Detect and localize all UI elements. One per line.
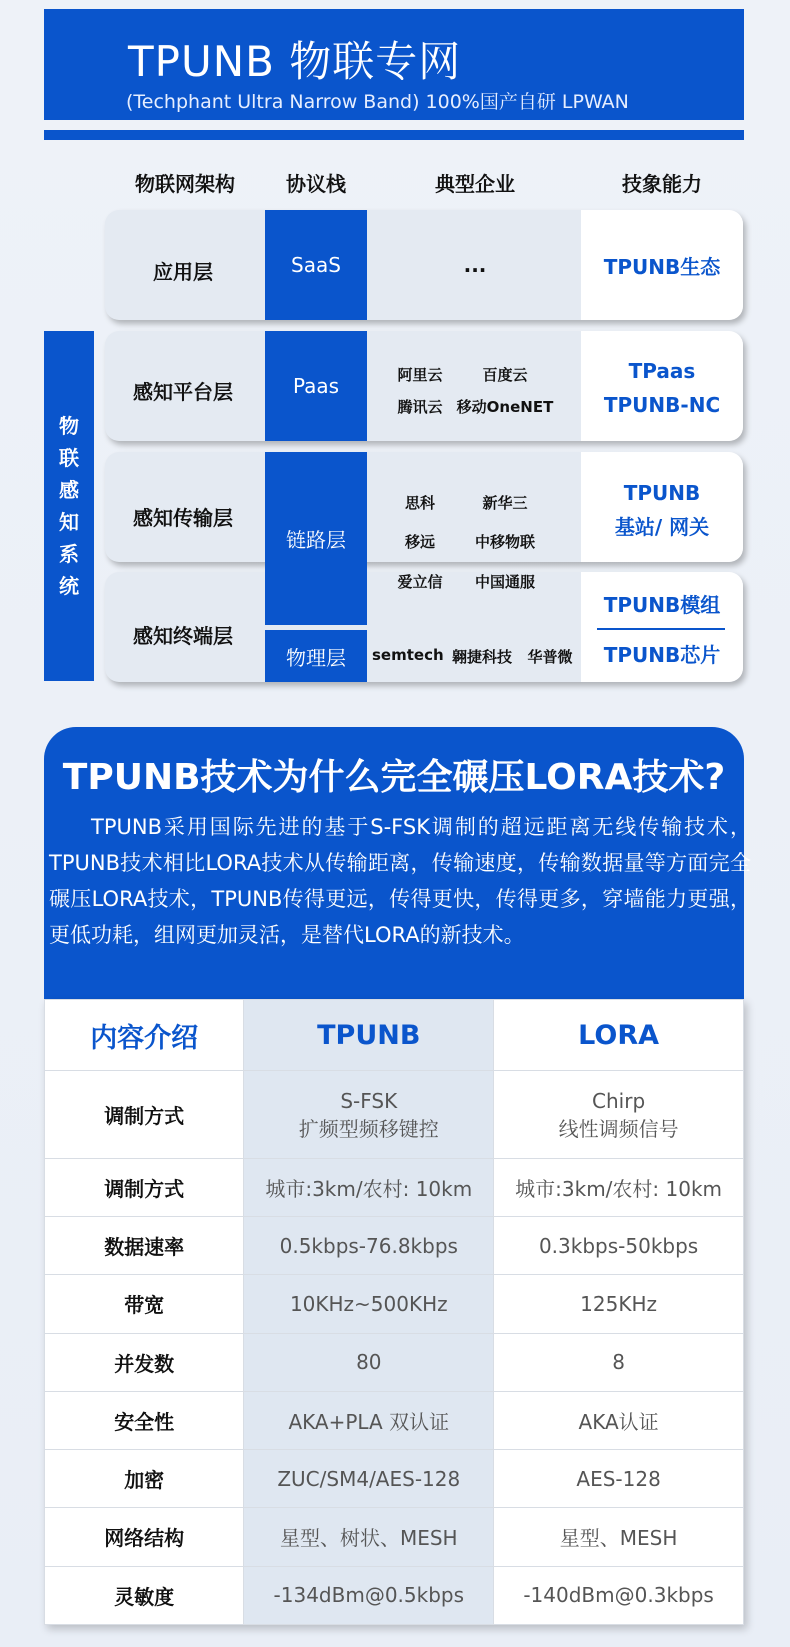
capability-tpaas: TPaas — [628, 359, 696, 383]
row-label: 灵敏度 — [45, 1566, 244, 1624]
capability-divider — [597, 628, 725, 630]
lora-line: 线性调频信号 — [558, 1116, 679, 1141]
row-label: 并发数 — [45, 1333, 244, 1391]
tpunb-line: 扩频型频移键控 — [298, 1116, 439, 1141]
company-name: 移动OneNET — [456, 398, 554, 416]
company-name: 新华三 — [482, 494, 528, 512]
table-row — [45, 1508, 744, 1566]
tpunb-value: AKA+PLA 双认证 — [244, 1391, 494, 1449]
row-label: 数据速率 — [45, 1217, 244, 1275]
table-row — [45, 1158, 744, 1216]
capability-tpunb: TPUNB — [623, 481, 701, 505]
tpunb-value — [244, 1071, 494, 1158]
tpunb-value: 星型、树状、MESH — [244, 1508, 494, 1566]
lora-value: 星型、MESH — [494, 1508, 744, 1566]
header-tpunb: TPUNB — [244, 1000, 494, 1071]
side-label-iot-system — [44, 331, 94, 681]
company-name: 爱立信 — [397, 573, 443, 591]
header-lora: LORA — [494, 1000, 744, 1071]
company-name: semtech — [372, 646, 444, 664]
side-char: 知 — [59, 510, 79, 534]
side-char: 系 — [59, 542, 79, 566]
table-row — [45, 1275, 744, 1333]
company-name: 中国通服 — [474, 573, 535, 591]
tpunb-value: -134dBm@0.5kbps — [244, 1566, 494, 1624]
lora-value — [494, 1071, 744, 1158]
lora-value: AES-128 — [494, 1450, 744, 1508]
company-name: 华普微 — [527, 648, 573, 666]
row-label: 带宽 — [45, 1275, 244, 1333]
company-name: 百度云 — [482, 366, 528, 384]
page-subtitle: (Techphant Ultra Narrow Band) 100%国产自研 LPWAN — [126, 91, 629, 113]
table-row — [45, 1391, 744, 1449]
side-char: 联 — [59, 446, 79, 470]
header-content: 内容介绍 — [45, 1000, 244, 1071]
tpunb-value: 80 — [244, 1333, 494, 1391]
lora-value: 125KHz — [494, 1275, 744, 1333]
lora-value: -140dBm@0.3kbps — [494, 1566, 744, 1624]
tpunb-value: 城市:3km/农村: 10km — [244, 1158, 494, 1216]
company-name: 中移物联 — [474, 533, 535, 551]
layer-transport: 感知传输层 — [133, 506, 233, 530]
section-title: TPUNB技术为什么完全碾压LORA技术? — [62, 757, 726, 798]
tpunb-value: 0.5kbps-76.8kbps — [244, 1217, 494, 1275]
company-name: 翱捷科技 — [451, 648, 512, 666]
side-char: 物 — [59, 414, 79, 438]
table-row — [45, 1566, 744, 1624]
tpunb-line: S-FSK — [340, 1088, 398, 1113]
lora-value: 8 — [494, 1333, 744, 1391]
capability-module: TPUNB模组 — [603, 593, 721, 617]
company-name: 腾讯云 — [397, 398, 443, 416]
table-row — [45, 1071, 744, 1158]
table-row — [45, 1450, 744, 1508]
section-body: TPUNB采用国际先进的基于S-FSK调制的超远距离无线传输技术，TPUNB技术相比LORA技术从传输距离，传输速度，传输数据量等方面完全碾压LORA技术，TPUNB传得更远，传得更快，传得更多，穿墙能力更强，更低功耗，组网更加灵活，是替代LORA的新技术。 — [49, 815, 751, 947]
company-name: 阿里云 — [397, 366, 443, 384]
company-name: 移远 — [404, 533, 435, 551]
tpunb-value: 10KHz~500KHz — [244, 1275, 494, 1333]
lora-value: 0.3kbps-50kbps — [494, 1217, 744, 1275]
row-label: 调制方式 — [45, 1158, 244, 1216]
layer-platform: 感知平台层 — [133, 380, 233, 404]
comparison-table — [44, 999, 744, 1625]
protocol-saas: SaaS — [265, 210, 367, 320]
capability-ecosystem: TPUNB生态 — [603, 255, 721, 279]
companies-app: ··· — [463, 258, 487, 282]
side-char: 统 — [59, 574, 79, 598]
capability-nc: TPUNB-NC — [603, 393, 721, 417]
col-head-capability: 技象能力 — [622, 172, 702, 196]
table-header-row — [45, 1000, 744, 1071]
col-head-companies: 典型企业 — [435, 172, 515, 196]
side-char: 感 — [59, 478, 79, 502]
layer-app: 应用层 — [153, 260, 213, 284]
capability-gateway: 基站/ 网关 — [614, 515, 710, 539]
header-banner — [44, 9, 744, 120]
protocol-physical-layer: 物理层 — [265, 630, 367, 682]
row-label: 安全性 — [45, 1391, 244, 1449]
layer-terminal: 感知终端层 — [133, 624, 233, 648]
lora-value: AKA认证 — [494, 1391, 744, 1449]
col-head-protocol: 协议栈 — [286, 172, 346, 196]
row-label: 网络结构 — [45, 1508, 244, 1566]
comparison-intro — [44, 727, 751, 999]
col-head-architecture: 物联网架构 — [135, 172, 235, 196]
table-row — [45, 1333, 744, 1391]
protocol-link-layer: 链路层 — [265, 452, 367, 625]
table-row — [45, 1217, 744, 1275]
company-name: 思科 — [404, 494, 435, 512]
header-divider — [44, 130, 744, 140]
lora-value: 城市:3km/农村: 10km — [494, 1158, 744, 1216]
tpunb-value: ZUC/SM4/AES-128 — [244, 1450, 494, 1508]
page-title: TPUNB 物联专网 — [128, 37, 462, 86]
row-label: 加密 — [45, 1450, 244, 1508]
capability-chip: TPUNB芯片 — [603, 643, 721, 667]
row-label: 调制方式 — [45, 1071, 244, 1158]
protocol-paas: Paas — [265, 331, 367, 441]
lora-line: Chirp — [592, 1088, 646, 1113]
